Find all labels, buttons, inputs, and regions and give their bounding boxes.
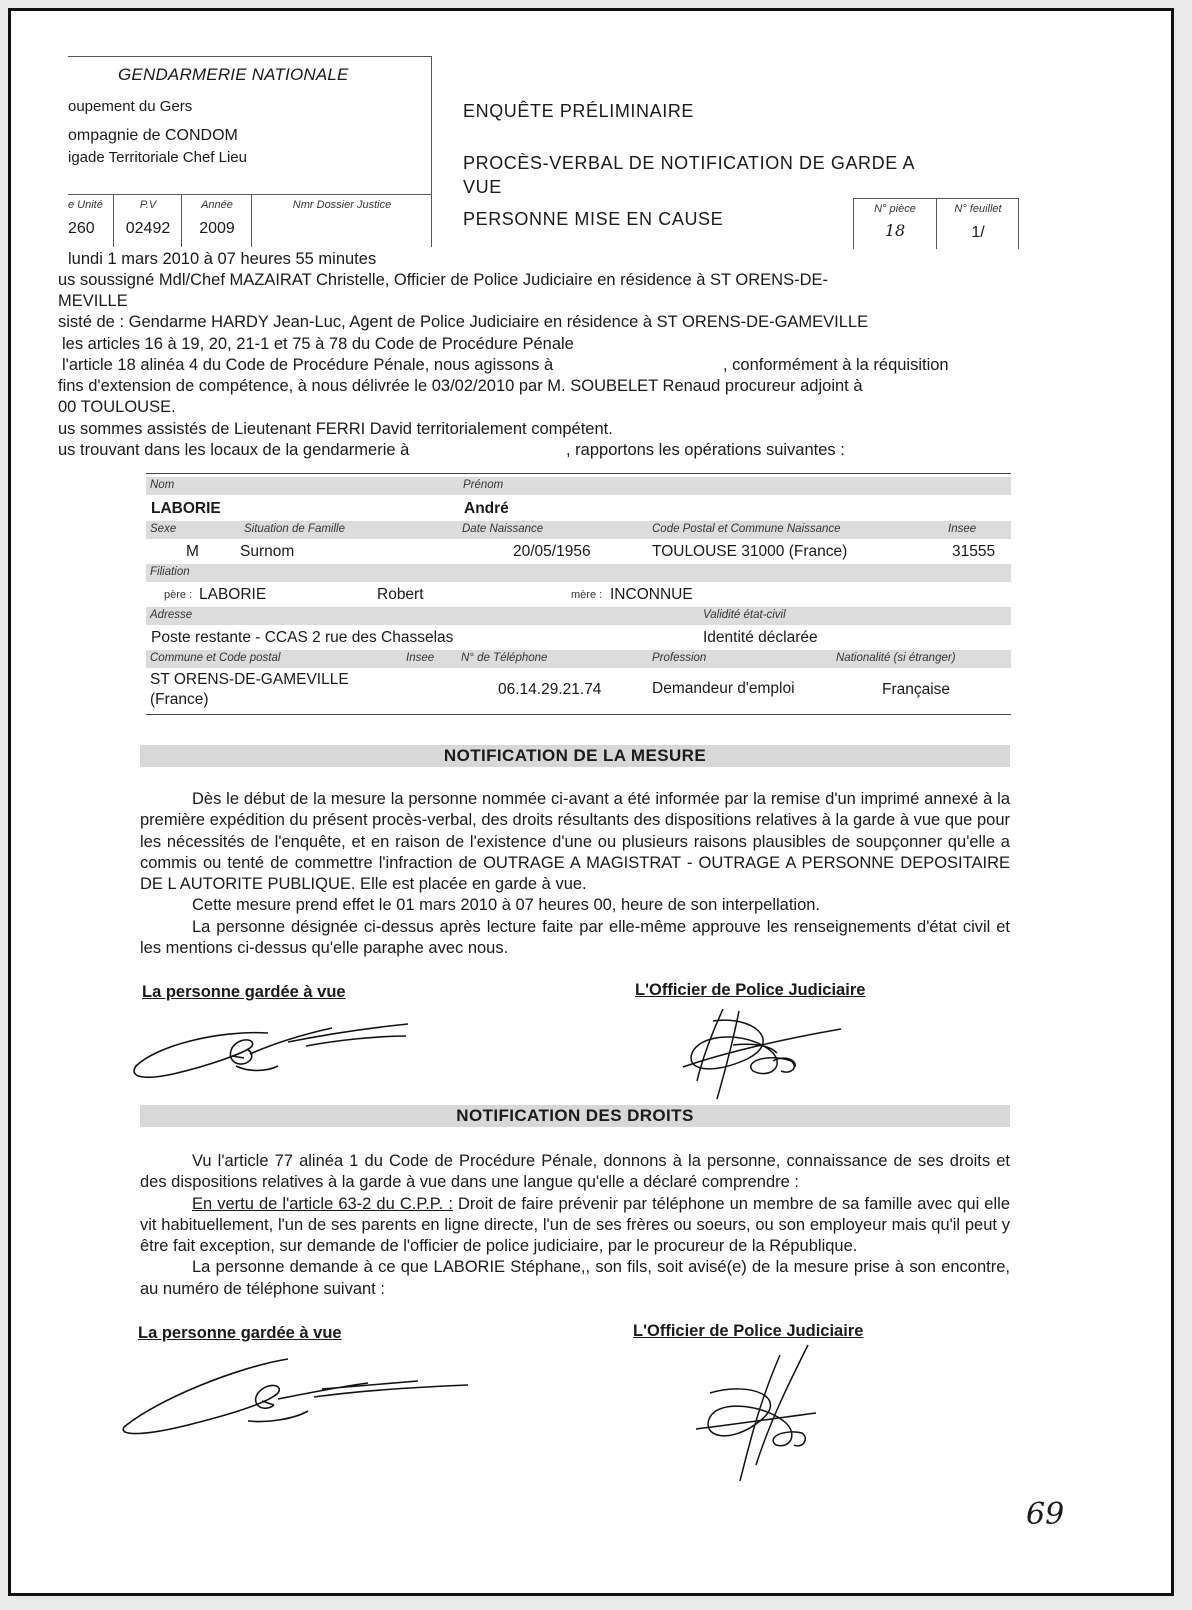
value-telephone: 06.14.29.21.74 <box>498 681 602 698</box>
identity-table <box>146 473 1011 715</box>
label-cp-commune-naissance: Code Postal et Commune Naissance <box>652 523 841 535</box>
piece-feuillet-box <box>853 198 1019 249</box>
mesure-paragraph-1: Dès le début de la mesure la personne nommée ci-avant a été informée par la remise d'un imprimé annexé à la première expédition du présent procès-verbal, des droits résultants des dispositions relatives à la garde à vue que pour les nécessités de l'enquête, et en raison de l'existence d'une ou plusieurs raisons plausibles de soupçonner qu'elle a commis ou tenté de commettre l'infraction de OUTRAGE A MAGISTRAT - OUTRAGE A PERSONNE DEPOSITAIRE DE L AUTORITE PUBLIQUE. Elle est placée en garde à vue. <box>140 790 1010 894</box>
ref-cell-pv <box>113 195 182 247</box>
value-adresse: Poste restante - CCAS 2 rue des Chasselas <box>151 629 454 646</box>
feuillet-cell <box>936 199 1019 249</box>
preamble-line-10b: , rapportons les opérations suivantes : <box>566 441 845 459</box>
value-commune-2: (France) <box>150 691 209 708</box>
preamble-line-2: us soussigné Mdl/Chef MAZAIRAT Christelle, Officier de Police Judiciaire en résidence à ST ORENS-DE- <box>58 271 828 289</box>
document-page <box>8 8 1174 1596</box>
title-personne: PERSONNE MISE EN CAUSE <box>463 209 724 229</box>
unit-line-brigade: igade Territoriale Chef Lieu <box>68 149 247 166</box>
title-pv-line2: VUE <box>463 177 502 197</box>
unit-line-compagnie: ompagnie de CONDOM <box>68 127 238 144</box>
preamble-line-3: MEVILLE <box>58 292 128 310</box>
value-insee: 31555 <box>952 543 996 560</box>
signature-label-officer-1: L'Officier de Police Judiciaire <box>635 981 866 999</box>
piece-value: 18 <box>884 221 906 240</box>
ref-value-pv: 02492 <box>125 220 171 237</box>
ref-label-unite: e Unité <box>68 199 103 211</box>
label-commune-cp: Commune et Code postal <box>150 652 281 664</box>
value-nationalite: Française <box>882 681 951 698</box>
droits-paragraph-1: Vu l'article 77 alinéa 1 du Code de Procédure Pénale, donnons à la personne, connaissance de ses droits et des dispositions relatives à la garde à vue dans une langue qu'elle a déclaré comprendre : <box>140 1152 1010 1192</box>
value-commune-1: ST ORENS-DE-GAMEVILLE <box>150 671 349 688</box>
label-validite: Validité état-civil <box>703 609 786 621</box>
droits-paragraph-2 <box>140 1194 1010 1258</box>
ref-cell-dossier <box>251 195 432 247</box>
label-telephone: N° de Téléphone <box>461 652 548 664</box>
value-situation: Surnom <box>240 543 295 560</box>
droits-text <box>140 1151 1010 1300</box>
droits-paragraph-2-text: Droit de faire prévenir par téléphone un membre de sa famille avec qui elle vit habituellement, l'un de ses parents en ligne directe, l'un de ses frères ou soeurs, ou son employeur mais qu'il peut y être fait exception, sur demande de l'officier de police judiciaire, par le procureur de la République. <box>140 1194 1010 1256</box>
ref-value-annee: 2009 <box>199 220 235 237</box>
feuillet-label: N° feuillet <box>954 203 1002 215</box>
preamble-line-9: us sommes assistés de Lieutenant FERRI David territorialement compétent. <box>58 420 613 438</box>
feuillet-value: 1/ <box>971 224 985 241</box>
preamble-line-10: us trouvant dans les locaux de la gendarmerie à <box>58 441 410 459</box>
signature-officer-2 <box>690 1341 830 1491</box>
label-sexe: Sexe <box>150 523 177 535</box>
ref-cell-unite <box>68 195 113 247</box>
signature-person-1 <box>128 1006 428 1086</box>
section-bar-mesure <box>140 745 1010 767</box>
preamble-line-6: l'article 18 alinéa 4 du Code de Procédure Pénale, nous agissons à <box>62 356 554 374</box>
label-filiation: Filiation <box>150 566 190 578</box>
ref-label-dossier: Nmr Dossier Justice <box>292 199 392 211</box>
label-insee: Insee <box>948 523 977 535</box>
label-situation: Situation de Famille <box>244 523 345 535</box>
preamble-line-6b: , conformément à la réquisition <box>723 356 949 374</box>
section-title-droits: NOTIFICATION DES DROITS <box>456 1106 694 1125</box>
section-title-mesure: NOTIFICATION DE LA MESURE <box>443 746 707 765</box>
unit-name: GENDARMERIE NATIONALE <box>118 65 349 84</box>
signature-label-officer-2: L'Officier de Police Judiciaire <box>633 1322 864 1340</box>
signature-person-2 <box>118 1351 478 1441</box>
piece-label: N° pièce <box>874 203 916 215</box>
value-pere-nom: LABORIE <box>199 586 267 603</box>
value-validite: Identité déclarée <box>703 629 818 646</box>
signature-officer-1 <box>673 1001 853 1111</box>
droits-article-ref: En vertu de l'article 63-2 du C.P.P. : <box>192 1194 453 1213</box>
preamble-line-7: fins d'extension de compétence, à nous délivrée le 03/02/2010 par M. SOUBELET Renaud procureur adjoint à <box>58 377 863 395</box>
ref-cell-annee <box>181 195 252 247</box>
mesure-paragraph-3: La personne désignée ci-dessus après lecture faite par elle-même approuve les renseignements d'état civil et les mentions ci-dessus qu'elle paraphe avec nous. <box>140 917 1010 958</box>
label-date-naissance: Date Naissance <box>462 523 544 535</box>
title-enquete: ENQUÊTE PRÉLIMINAIRE <box>463 101 695 121</box>
value-prenom: André <box>464 500 509 517</box>
document-content <box>58 11 1174 1591</box>
page-number: 69 <box>1026 1497 1065 1532</box>
label-nationalite: Nationalité (si étranger) <box>836 652 956 664</box>
label-adresse: Adresse <box>150 609 193 621</box>
mesure-text <box>140 789 1010 959</box>
value-profession: Demandeur d'emploi <box>652 680 795 697</box>
mesure-paragraph-2: Cette mesure prend effet le 01 mars 2010 à 07 heures 00, heure de son interpellation. <box>192 896 821 915</box>
value-pere-prenom: Robert <box>377 586 424 603</box>
reference-grid <box>68 194 431 247</box>
value-sexe: M <box>186 543 199 560</box>
title-pv-line1: PROCÈS-VERBAL DE NOTIFICATION DE GARDE A <box>463 153 916 173</box>
piece-cell <box>854 199 936 249</box>
ref-label-annee: Année <box>201 199 233 211</box>
signature-label-person-2: La personne gardée à vue <box>138 1324 342 1342</box>
label-profession: Profession <box>652 652 707 664</box>
ref-label-pv: P.V <box>139 199 157 211</box>
preamble-line-5: les articles 16 à 19, 20, 21-1 et 75 à 78 du Code de Procédure Pénale <box>62 335 574 353</box>
label-nom: Nom <box>150 479 175 491</box>
unit-header-box <box>68 56 432 247</box>
ref-value-unite: 260 <box>68 220 95 237</box>
label-pere: père : <box>164 589 193 601</box>
value-mere: INCONNUE <box>610 586 693 603</box>
preamble-line-1: lundi 1 mars 2010 à 07 heures 55 minutes <box>68 250 377 268</box>
label-prenom: Prénom <box>463 479 504 491</box>
label-insee-2: Insee <box>406 652 435 664</box>
section-bar-droits <box>140 1105 1010 1127</box>
value-nom: LABORIE <box>151 500 221 517</box>
value-lieu-naissance: TOULOUSE 31000 (France) <box>652 543 848 560</box>
label-mere: mère : <box>571 589 603 601</box>
preamble-line-8: 00 TOULOUSE. <box>58 398 176 416</box>
unit-line-groupement: oupement du Gers <box>68 98 193 115</box>
signature-label-person-1: La personne gardée à vue <box>142 983 346 1001</box>
droits-paragraph-3: La personne demande à ce que LABORIE Stéphane,, son fils, soit avisé(e) de la mesure prise à son encontre, au numéro de téléphone suivant : <box>140 1258 1010 1298</box>
value-date-naissance: 20/05/1956 <box>513 543 591 560</box>
preamble-line-4: sisté de : Gendarme HARDY Jean-Luc, Agent de Police Judiciaire en résidence à ST ORENS-DE-GAMEVILLE <box>58 313 869 331</box>
